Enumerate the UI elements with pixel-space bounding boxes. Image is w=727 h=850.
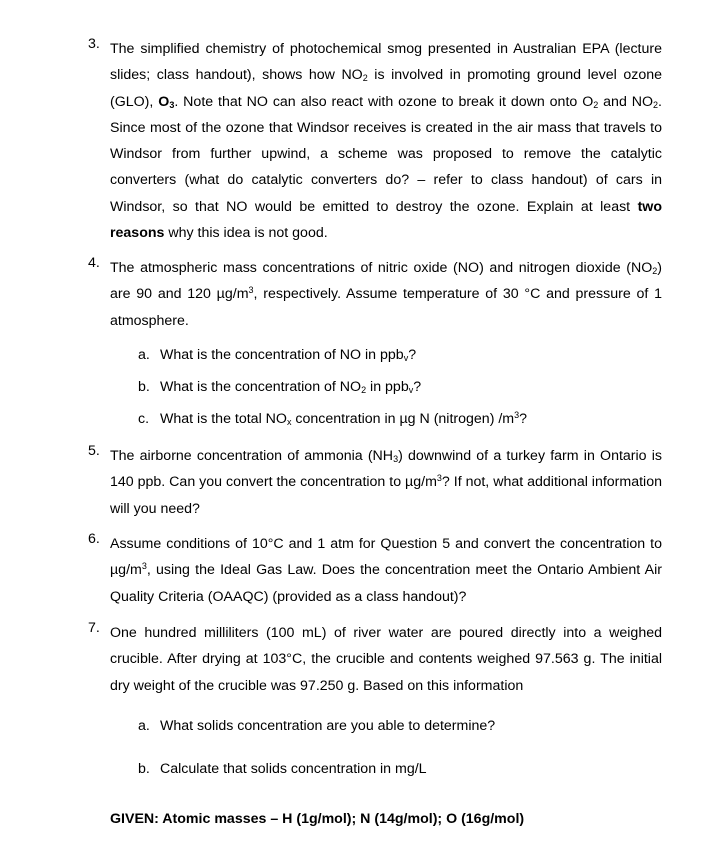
question-4b [138,374,658,400]
question-4c [138,406,658,432]
question-4 [88,255,662,334]
question-text: Assume conditions of 10°C and 1 atm for Question 5 and convert the concentration to $\mu g/m^3$, using the Ideal Gas Law. Does the concentration meet the Ontario Ambient Air Quality Criteria (OAAQC) (provided as a class handout)? [110,536,662,605]
question-number: 3. [88,36,100,52]
question-number: 4. [88,255,100,271]
sub-text: What solids concentration are you able to determine? [160,718,496,734]
question-7a [138,713,658,739]
question-6 [88,531,662,610]
question-3 [88,36,662,246]
sub-label: a. [138,718,150,734]
question-7b [138,756,658,782]
question-number: 7. [88,620,100,636]
question-4a [138,342,658,368]
question-text: The airborne concentration of ammonia $(NH_3)$ downwind of a turkey farm in Ontario is 140 ppb. Can you convert the concentration to $\mu g/m^3$? If not, what additional information will you need? [110,448,662,517]
sub-label: a. [138,347,150,363]
question-text: The simplified chemistry of photochemical smog presented in Australian EPA (lecture slides; class handout), shows how $NO_2$ is involved in promoting ground level ozone (GLO), $O_3$. Note that NO can also react with ozone to break it down onto $O_2$ and $NO_2$. Since most of the ozone that Windsor receives is created in the air mass that travels to Windsor from further upwind, a scheme was proposed to remove the catalytic converters (what do catalytic converters do? – refer to class handout) of cars in Windsor, so that NO would be emitted to destroy the ozone. Explain at least two reasons why this idea is not good. [110,41,662,242]
sub-label: b. [138,379,150,395]
sub-text: What is the total $NO_x$ concentration in µg N (nitrogen) $/m^3$? [160,410,528,427]
question-text: One hundred milliliters (100 mL) of river water are poured directly into a weighed crucible. After drying at 103°C, the crucible and contents weighed 97.563 g. The initial dry weight of the crucible was 97.250 g. Based on this information [110,625,662,694]
question-5 [88,443,662,522]
sub-label: c. [138,411,150,427]
sub-text: What is the concentration of $NO_2$ in ppb$_v$? [160,379,422,395]
question-7 [88,620,662,699]
sub-text: What is the concentration of NO in ppb$_v$? [160,347,417,363]
sub-text: Calculate that solids concentration in mg/L [160,761,427,777]
sub-label: b. [138,761,150,777]
question-number: 6. [88,531,100,547]
given-atomic-masses: GIVEN: Atomic masses – H (1g/mol); N (14g/mol); O (16g/mol) [110,811,525,827]
question-number: 5. [88,443,100,459]
question-text: The atmospheric mass concentrations of nitric oxide (NO) and nitrogen dioxide $(NO_2)$ are 90 and 120 $\mu g/m^3$, respectively. Assume temperature of 30 °C and pressure of 1 atmosphere. [110,260,662,329]
